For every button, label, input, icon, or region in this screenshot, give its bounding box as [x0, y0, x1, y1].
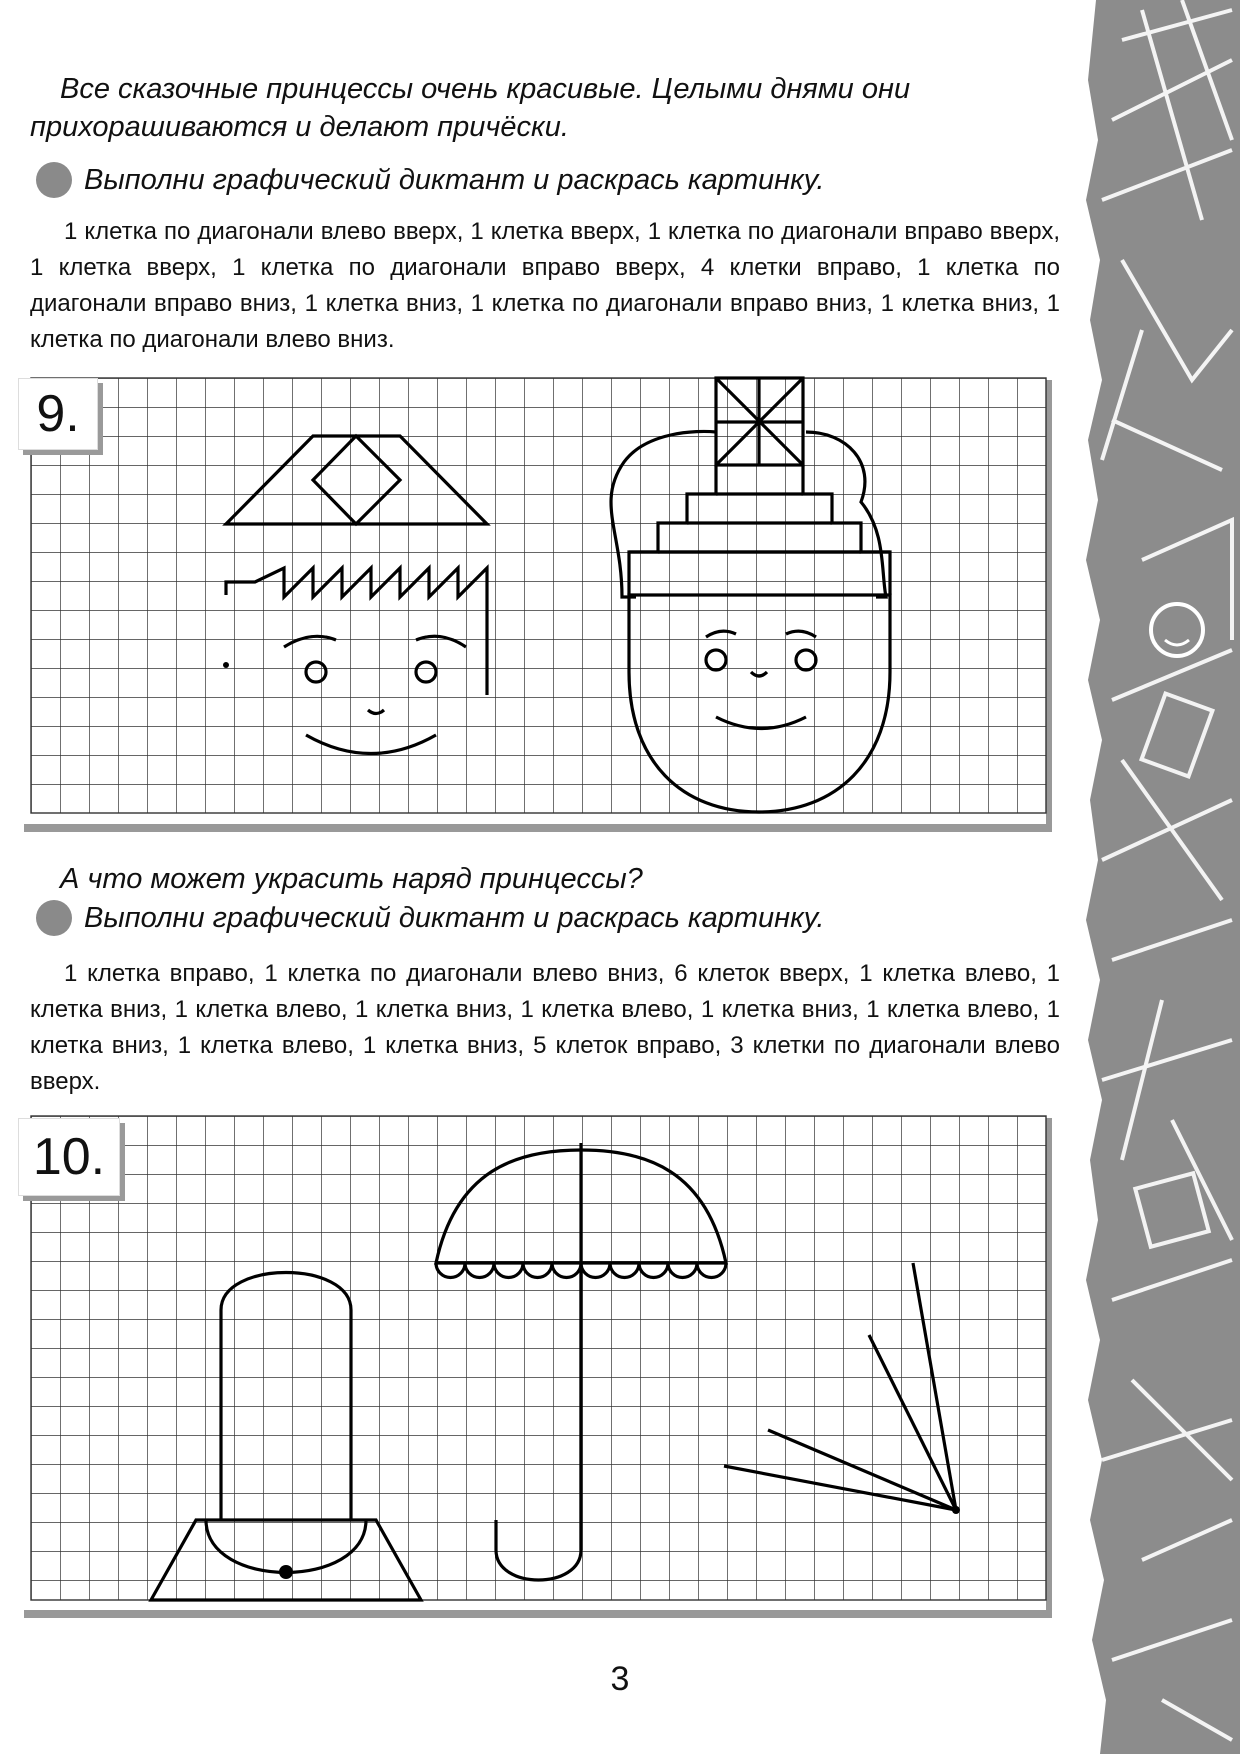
decorative-sidebar: [1082, 0, 1240, 1754]
grid-9: [16, 372, 1052, 832]
bullet-icon: [36, 162, 72, 198]
exercise-10-number: 10.: [18, 1118, 120, 1196]
exercise-9-dictation: 1 клетка по диагонали влево вверх, 1 клетка вверх, 1 клетка по диагонали вправо вверх, 1 клетка вверх, 1 клетка по диагонали вправо вверх, 4 клетки вправо, 1 клетка по диагонали вправо вниз, 1 клетка вниз, 1 клетка по диагонали вправо вниз, 1 клетка вниз, 1 клетка по диагонали влево вниз.: [30, 218, 1060, 353]
exercise-10-dictation: 1 клетка вправо, 1 клетка по диагонали влево вниз, 6 клеток вверх, 1 клетка влево, 1 клетка вниз, 1 клетка влево, 1 клетка вниз, 1 клетка влево, 1 клетка вниз, 1 клетка влево, 1 клетка вниз, 1 клетка влево, 1 клетка вниз, 5 клеток вправо, 3 клетки по диагонали влево вверх.: [30, 960, 1060, 1095]
exercise-10-task-text: Выполни графический диктант и раскрась картинку.: [84, 902, 825, 934]
exercise-9-number: 9.: [18, 378, 98, 450]
exercise-9-task-text: Выполни графический диктант и раскрась картинку.: [84, 164, 825, 196]
bullet-icon: [36, 900, 72, 936]
intro-text: Все сказочные принцессы очень красивые. Целыми днями они прихорашиваются и делают причёски.: [30, 73, 911, 143]
question-text: А что может украсить наряд принцессы?: [60, 863, 643, 895]
grid-10: [16, 1110, 1052, 1620]
exercise-10-task: [36, 900, 1066, 936]
exercise-9-task: [36, 162, 1066, 198]
page-number: 3: [610, 1660, 630, 1698]
